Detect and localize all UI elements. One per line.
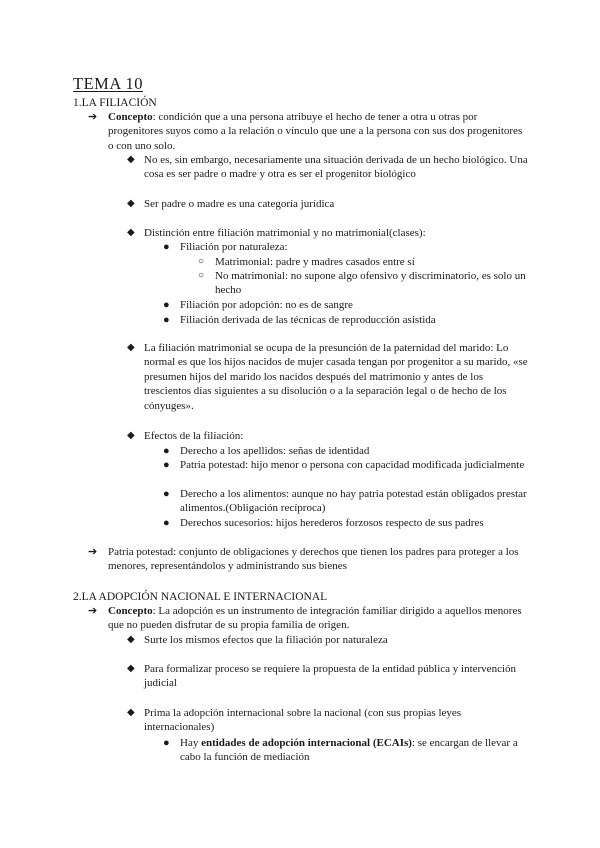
concept-label: Concepto xyxy=(108,111,153,123)
arrow-bullet-icon: ➔ xyxy=(88,605,98,617)
concept-text: : La adopción es un instrumento de integración familiar dirigido a aquellos menores que no pueden disfrutar de su propia familia de origen. xyxy=(108,605,522,632)
arrow-bullet-icon: ➔ xyxy=(88,546,98,558)
concept-label: Concepto xyxy=(108,605,153,617)
list-item: ◆ Efectos de la filiación: xyxy=(127,430,244,442)
circle-bullet-icon: ○ xyxy=(198,256,205,267)
list-item: ◆ No es, sin embargo, necesariamente una situación derivada de un hecho biológico. Una cosa es ser padre o madre y otra es ser el progenitor biológico xyxy=(127,154,528,181)
diamond-bullet-icon: ◆ xyxy=(127,227,135,238)
diamond-bullet-icon: ◆ xyxy=(127,430,135,441)
list-item: ● Derechos sucesorios: hijos herederos forzosos respecto de sus padres xyxy=(163,517,484,529)
diamond-bullet-icon: ◆ xyxy=(127,198,135,209)
section-heading-adopcion: 2.LA ADOPCIÓN NACIONAL E INTERNACIONAL xyxy=(73,591,328,603)
list-item: ◆ Prima la adopción internacional sobre la nacional (con sus propias leyes internacionales) xyxy=(127,707,462,734)
list-item: ○ Matrimonial: padre y madres casados entre sí xyxy=(198,256,415,268)
arrow-bullet-icon: ➔ xyxy=(88,111,98,123)
dot-bullet-icon: ● xyxy=(163,488,170,500)
list-item: ● Derecho a los apellidos: señas de identidad xyxy=(163,445,370,457)
dot-bullet-icon: ● xyxy=(163,737,170,749)
list-item-patria-potestad: ➔ Patria potestad: conjunto de obligaciones y derechos que tienen los padres para proteger a los menores, representándolos y administrando sus bienes xyxy=(88,546,519,573)
diamond-bullet-icon: ◆ xyxy=(127,707,135,718)
list-item-concepto-filiacion xyxy=(88,110,528,153)
section-heading-filiacion: 1.LA FILIACIÓN xyxy=(73,97,157,109)
circle-bullet-icon: ○ xyxy=(198,270,205,281)
list-item: ● Filiación por naturaleza: xyxy=(163,241,288,253)
dot-bullet-icon: ● xyxy=(163,241,170,253)
dot-bullet-icon: ● xyxy=(163,459,170,471)
list-item: ● Filiación derivada de las técnicas de reproducción asistida xyxy=(163,314,436,326)
concept-text: : condición que a una persona atribuye el hecho de tener a otra u otras por progenitores suyos como a la relación o vínculo que une a la persona con sus dos progenitores o con uno solo. xyxy=(108,111,523,152)
list-item: ◆ Ser padre o madre es una categoría jurídica xyxy=(127,198,335,210)
list-item: ● Derecho a los alimentos: aunque no hay patria potestad están obligados prestar alimentos.(Obligación recíproca) xyxy=(163,488,527,515)
diamond-bullet-icon: ◆ xyxy=(127,634,135,645)
document-title: TEMA 10 xyxy=(73,74,143,93)
list-item: ● Patria potestad: hijo menor o persona con capacidad modificada judicialmente xyxy=(163,459,525,471)
dot-bullet-icon: ● xyxy=(163,314,170,326)
diamond-bullet-icon: ◆ xyxy=(127,154,135,165)
diamond-bullet-icon: ◆ xyxy=(127,663,135,674)
dot-bullet-icon: ● xyxy=(163,445,170,457)
list-item: ◆ Para formalizar proceso se requiere la propuesta de la entidad pública y intervención judicial xyxy=(127,663,517,690)
list-item: ● Filiación por adopción: no es de sangre xyxy=(163,299,353,311)
list-item-concepto-adopcion xyxy=(88,604,528,633)
dot-bullet-icon: ● xyxy=(163,299,170,311)
dot-bullet-icon: ● xyxy=(163,517,170,529)
list-item: ◆ Surte los mismos efectos que la filiación por naturaleza xyxy=(127,634,388,646)
list-item: ◆ La filiación matrimonial se ocupa de la presunción de la paternidad del marido: Lo normal es que los hijos nacidos de mujer casada tengan por progenitor a su marido, «se presumen hijos del marido los nacidos después del matrimonio y antes de los trescientos días siguientes a su disolución o a la separación legal o de hecho de los cónyuges». xyxy=(127,342,528,412)
diamond-bullet-icon: ◆ xyxy=(127,342,135,353)
list-item: ◆ Distinción entre filiación matrimonial y no matrimonial(clases): xyxy=(127,227,426,239)
list-item: ○ No matrimonial: no supone algo ofensivo y discriminatorio, es solo un hecho xyxy=(198,270,526,297)
list-item-ecai: ● Hay entidades de adopción internacional (ECAIs): se encargan de llevar a cabo la función de mediación xyxy=(163,737,518,764)
